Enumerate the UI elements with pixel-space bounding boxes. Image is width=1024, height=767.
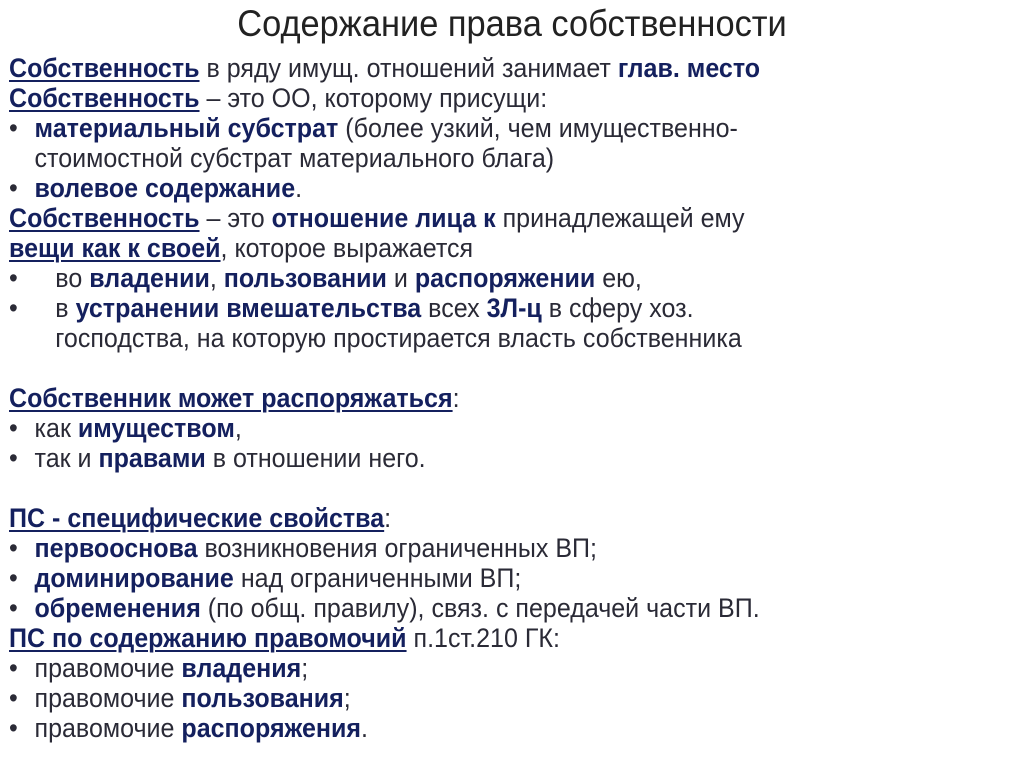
bold-term: правами xyxy=(98,443,206,473)
text-run: правомочие xyxy=(34,683,182,713)
bullet-marker: • xyxy=(9,293,18,323)
text-run: и xyxy=(386,263,415,293)
underlined-term: ПС по содержанию правомочий xyxy=(9,623,407,653)
bullet-item xyxy=(9,593,965,623)
bold-term: обременения xyxy=(34,593,201,623)
text-run: . xyxy=(295,173,303,203)
text-line xyxy=(9,53,965,83)
text-run: – это ОО, которому присущи: xyxy=(199,83,548,113)
bold-term: пользования xyxy=(181,683,344,713)
bullet-marker: • xyxy=(9,683,18,713)
bold-term: отношение лица к xyxy=(271,203,496,233)
bullet-marker: • xyxy=(9,533,18,563)
text-run: над ограниченными ВП; xyxy=(233,563,522,593)
text-line xyxy=(9,623,965,653)
bullet-item xyxy=(9,713,965,743)
blank-line xyxy=(9,353,965,383)
bold-term: владения xyxy=(181,653,302,683)
underlined-term: Собственность xyxy=(9,83,200,113)
text-run: , xyxy=(234,413,242,443)
text-run: (по общ. правилу), связ. с передачей части ВП. xyxy=(200,593,760,623)
text-run: возникновения ограниченных ВП; xyxy=(197,533,597,563)
bullet-marker: • xyxy=(9,173,18,203)
underlined-term: Собственник может распоряжаться xyxy=(9,383,453,413)
text-run: п.1ст.210 ГК: xyxy=(406,623,560,653)
bullet-item xyxy=(9,443,965,473)
bullet-marker: • xyxy=(9,413,18,443)
bullet-item xyxy=(9,263,965,293)
blank-line xyxy=(9,473,965,503)
text-run: правомочие xyxy=(34,713,182,743)
bold-term: устранении вмешательства xyxy=(75,293,422,323)
text-run: принадлежащей ему xyxy=(495,203,745,233)
text-run: , которое выражается xyxy=(220,233,474,263)
bullet-item xyxy=(9,563,965,593)
bold-term: доминирование xyxy=(34,563,234,593)
text-run: : xyxy=(384,503,392,533)
text-run: , xyxy=(209,263,224,293)
text-run: ; xyxy=(301,653,309,683)
underlined-term: Собственность xyxy=(9,203,200,233)
bullet-continuation xyxy=(9,323,965,353)
text-run: в xyxy=(55,293,76,323)
bold-term: материальный субстрат xyxy=(34,113,339,143)
text-run: – это xyxy=(199,203,272,233)
underlined-term: Собственность xyxy=(9,53,200,83)
bold-term: волевое содержание xyxy=(34,173,296,203)
text-run: стоимостной субстрат материального блага) xyxy=(34,143,555,173)
bullet-marker: • xyxy=(9,443,18,473)
slide-body xyxy=(9,53,965,743)
text-run: в отношении него. xyxy=(205,443,426,473)
bullet-item xyxy=(9,533,965,563)
text-run: господства, на которую простирается власть собственника xyxy=(55,323,742,353)
bold-term: распоряжения xyxy=(181,713,362,743)
text-run: ; xyxy=(343,683,351,713)
bullet-marker: • xyxy=(9,593,18,623)
bullet-item xyxy=(9,293,965,323)
slide-title: Содержание права собственности xyxy=(237,3,787,44)
underlined-term: вещи как к своей xyxy=(9,233,221,263)
bold-term: глав. место xyxy=(617,53,761,83)
bold-term: первооснова xyxy=(34,533,198,563)
text-line xyxy=(9,233,965,263)
text-run: в сферу хоз. xyxy=(541,293,694,323)
bullet-item xyxy=(9,413,965,443)
bullet-marker: • xyxy=(9,263,18,293)
text-run: в ряду имущ. отношений занимает xyxy=(199,53,618,83)
text-run: (более узкий, чем имущественно- xyxy=(338,113,738,143)
text-run: так и xyxy=(34,443,99,473)
text-run: ею, xyxy=(595,263,642,293)
bullet-marker: • xyxy=(9,653,18,683)
bold-term: владении xyxy=(89,263,210,293)
bullet-continuation xyxy=(9,143,965,173)
bullet-item xyxy=(9,683,965,713)
bullet-marker: • xyxy=(9,563,18,593)
bullet-marker: • xyxy=(9,113,18,143)
text-line xyxy=(9,383,965,413)
text-line xyxy=(9,83,965,113)
bullet-item xyxy=(9,113,965,143)
underlined-term: ПС - специфические свойства xyxy=(9,503,385,533)
bullet-item xyxy=(9,653,965,683)
bullet-marker: • xyxy=(9,713,18,743)
bold-term: 3Л-ц xyxy=(486,293,542,323)
text-run: как xyxy=(34,413,78,443)
bullet-item xyxy=(9,173,965,203)
text-run: . xyxy=(361,713,369,743)
text-run: : xyxy=(452,383,460,413)
bold-term: имуществом xyxy=(77,413,235,443)
text-line xyxy=(9,503,965,533)
text-line xyxy=(9,203,965,233)
text-run: правомочие xyxy=(34,653,182,683)
text-run: всех xyxy=(421,293,487,323)
text-run: во xyxy=(55,263,90,293)
bold-term: пользовании xyxy=(223,263,387,293)
bold-term: распоряжении xyxy=(414,263,596,293)
